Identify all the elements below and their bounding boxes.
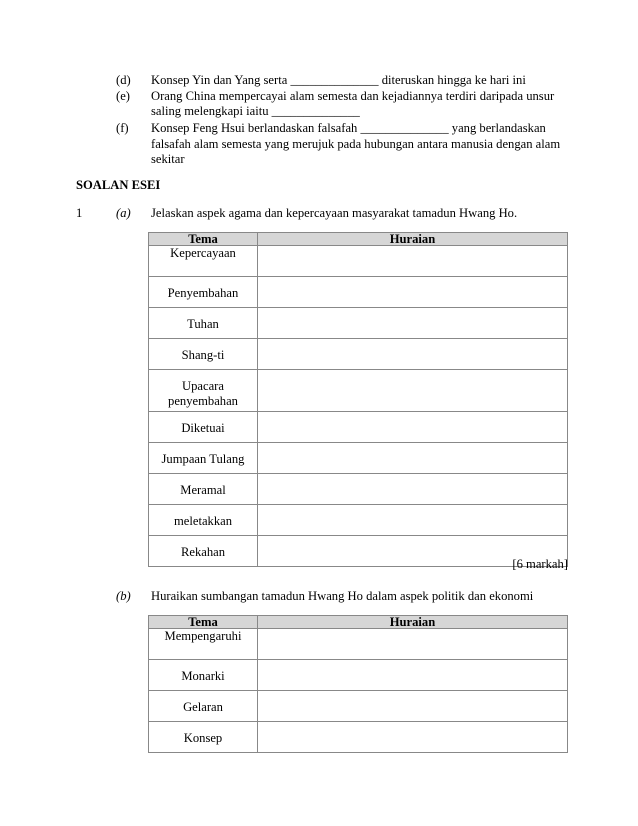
table-a-huraian-cell	[258, 339, 568, 370]
table-row	[149, 246, 568, 277]
table-a-huraian-cell	[258, 308, 568, 339]
table-a-tema-cell: Shang-ti	[149, 339, 258, 370]
table-b-tema-cell: Gelaran	[149, 691, 258, 722]
table-a-tema-cell: Rekahan	[149, 536, 258, 567]
table-row	[149, 660, 568, 691]
table-row	[149, 370, 568, 412]
item-e-text-line2: saling melengkapi iaitu ______________	[151, 104, 360, 118]
part-a-label: (a)	[116, 206, 131, 220]
table-a-tema-cell: Diketuai	[149, 412, 258, 443]
item-f-label: (f)	[116, 121, 129, 135]
table-a-tema-cell: Kepercayaan	[149, 246, 258, 277]
table-b-header-huraian: Huraian	[258, 616, 568, 629]
table-row	[149, 536, 568, 567]
item-f-text-line3: sekitar	[151, 152, 185, 166]
table-a-tema-cell: meletakkan	[149, 505, 258, 536]
table-a-huraian-cell	[258, 474, 568, 505]
table-a-header-huraian: Huraian	[258, 233, 568, 246]
table-b-huraian-cell	[258, 660, 568, 691]
marks-label: [6 markah]	[512, 557, 568, 571]
item-e-label: (e)	[116, 89, 130, 103]
table-row	[149, 412, 568, 443]
item-f-text-line1: Konsep Feng Hsui berlandaskan falsafah ______________ yang berlandaskan	[151, 121, 546, 135]
item-d-label: (d)	[116, 73, 131, 87]
section-title: SOALAN ESEI	[76, 178, 161, 192]
table-a	[148, 232, 568, 567]
table-a-huraian-cell	[258, 505, 568, 536]
table-a-huraian-cell	[258, 277, 568, 308]
table-row	[149, 474, 568, 505]
table-row	[149, 629, 568, 660]
table-row	[149, 339, 568, 370]
table-b-tema-cell: Konsep	[149, 722, 258, 753]
part-b-question: Huraikan sumbangan tamadun Hwang Ho dalam aspek politik dan ekonomi	[151, 589, 534, 603]
table-b-header	[149, 616, 568, 629]
table-row	[149, 505, 568, 536]
table-a-tema-cell: Penyembahan	[149, 277, 258, 308]
part-b-label: (b)	[116, 589, 131, 603]
table-a-huraian-cell	[258, 443, 568, 474]
question-number: 1	[76, 206, 83, 220]
table-b	[148, 615, 568, 753]
table-a-huraian-cell	[258, 246, 568, 277]
table-a-header-tema: Tema	[149, 233, 258, 246]
table-a-tema-cell: Tuhan	[149, 308, 258, 339]
table-a-tema-cell: Jumpaan Tulang	[149, 443, 258, 474]
table-a-tema-cell: Meramal	[149, 474, 258, 505]
table-row	[149, 308, 568, 339]
item-d-text: Konsep Yin dan Yang serta ______________ diteruskan hingga ke hari ini	[151, 73, 526, 87]
table-row	[149, 722, 568, 753]
part-a-question: Jelaskan aspek agama dan kepercayaan masyarakat tamadun Hwang Ho.	[151, 206, 518, 220]
table-b-tema-cell: Mempengaruhi	[149, 629, 258, 660]
item-f-text-line2: falsafah alam semesta yang merujuk pada hubungan antara manusia dengan alam	[151, 137, 561, 151]
table-b-header-tema: Tema	[149, 616, 258, 629]
table-b-huraian-cell	[258, 722, 568, 753]
table-a-huraian-cell	[258, 412, 568, 443]
table-a-tema-cell: Upacara penyembahan	[149, 370, 258, 412]
table-b-huraian-cell	[258, 691, 568, 722]
table-a-header	[149, 233, 568, 246]
table-b-tema-cell: Monarki	[149, 660, 258, 691]
table-a-huraian-cell	[258, 370, 568, 412]
item-e-text-line1: Orang China mempercayai alam semesta dan kejadiannya terdiri daripada unsur	[151, 89, 555, 103]
table-b-huraian-cell	[258, 629, 568, 660]
table-row	[149, 277, 568, 308]
table-row	[149, 443, 568, 474]
table-row	[149, 691, 568, 722]
